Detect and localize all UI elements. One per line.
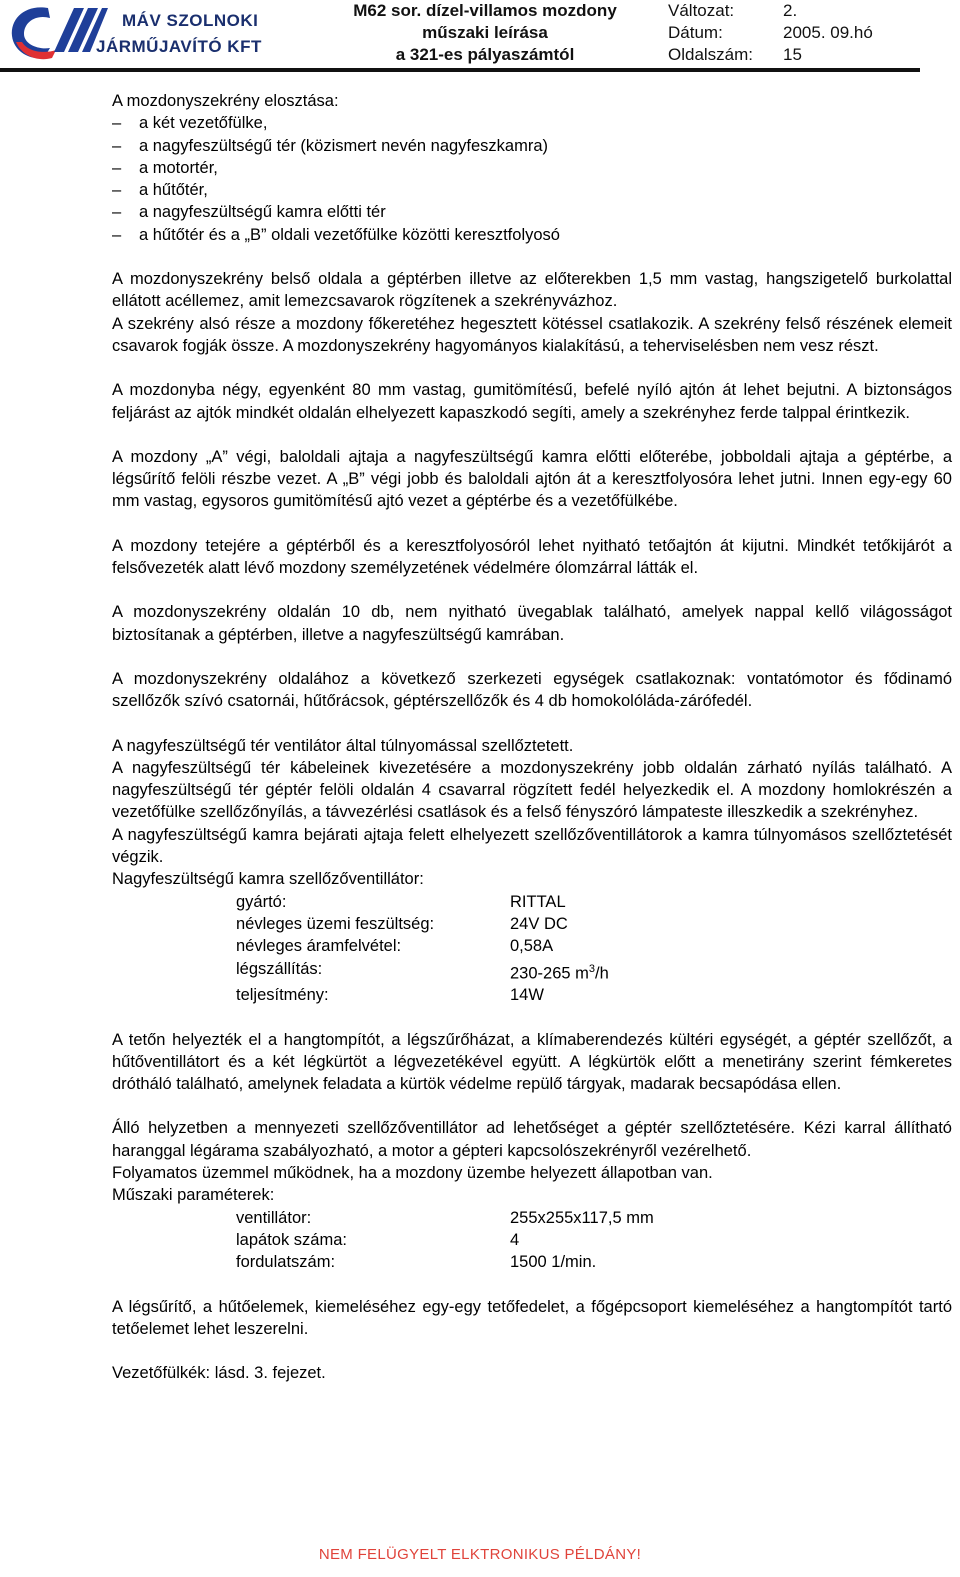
header-rule <box>0 68 920 72</box>
spec-label: légszállítás: <box>236 959 323 978</box>
uncontrolled-copy-notice: NEM FELÜGYELT ELKTRONIKUS PÉLDÁNY! <box>318 1546 642 1563</box>
spec-row <box>112 1207 952 1229</box>
spec-value: 4 <box>510 1230 520 1249</box>
paragraph: A nagyfeszültségű kamra bejárati ajtaja felett elhelyezett szellőzőventillátorok a kamra túlnyomásos szellőztetését végzik. <box>112 825 952 867</box>
spec-label: ventillátor: <box>236 1208 312 1227</box>
document-title <box>330 0 640 66</box>
spec-label: névleges áramfelvétel: <box>236 937 402 956</box>
document-title-line2: műszaki leírása <box>422 23 548 42</box>
tech-spec-title: Műszaki paraméterek: <box>112 1186 275 1205</box>
spec-value: RITTAL <box>510 892 566 911</box>
fan-spec-title: Nagyfeszültségű kamra szellőzőventillátor: <box>112 870 424 889</box>
company-name-line2: JÁRMŰJAVÍTÓ KFT <box>96 37 262 56</box>
spec-value-main: 230-265 m <box>510 964 589 982</box>
meta-date <box>668 22 873 44</box>
list-item: – a hűtőtér és a „B” oldali vezetőfülke közötti keresztfolyosó <box>112 224 952 246</box>
paragraph: A mozdony „A” végi, baloldali ajtaja a nagyfeszültségű kamra előtti előterébe, jobboldali ajtaja a géptérbe, a légsűrítő felöli részbe vezet. A „B” végi jobb és baloldali ajtón át a keresztfolyosóra lehet jutni. Innen egy-egy 60 mm vastag, egysoros gumitömítésű ajtó vezet a géptérbe és a vezetőfülkébe. <box>112 447 952 511</box>
document-body <box>112 90 952 1384</box>
spec-row <box>112 958 952 985</box>
spec-value-suffix: /h <box>595 964 609 982</box>
paragraph: A nagyfeszültségű tér kábeleinek kivezetésére a mozdonyszekrény jobb oldalán zárható nyílás található. A nagyfeszültségű tér géptér felöli oldalán 4 csavarral rögzített fedél helyezkedik el. A mozdony homlokrészén a vezetőfülke szellőzőnyílás, a távvezérlési csatlások és a felső fényszóró lámpateste illeszkedik a szekrényhez. <box>112 758 952 822</box>
spec-label: fordulatszám: <box>236 1253 336 1272</box>
paragraph: Álló helyzetben a mennyezeti szellőzőventillátor ad lehetőséget a géptér szellőztetésére. Kézi karral állítható haranggal légárama szabályozható, a motor a gépteri kapcsolószekrényről vezérelhető. <box>112 1119 952 1160</box>
document-meta <box>668 0 873 66</box>
meta-page <box>668 44 873 66</box>
spec-value: 255x255x117,5 mm <box>510 1208 654 1227</box>
meta-label: Dátum: <box>668 23 723 42</box>
paragraph: A mozdony tetejére a géptérből és a keresztfolyosóról lehet nyitható tetőajtón át kijutni. Mindkét tetőkijárót a felsővezeték alatt lévő mozdony személyzetének védelmére ólomzárral látták el. <box>112 536 952 578</box>
list-item: – a nagyfeszültségű tér (közismert nevén nagyfeszkamra) <box>112 135 952 157</box>
spec-label: gyártó: <box>236 892 287 911</box>
company-logo <box>8 2 110 64</box>
list-item: – a motortér, <box>112 157 952 179</box>
meta-label: Oldalszám: <box>668 45 754 64</box>
spec-value-exponent: 3 <box>588 962 596 975</box>
spec-row <box>112 1251 952 1273</box>
company-name <box>96 8 262 60</box>
document-title-line1: M62 sor. dízel-villamos mozdony <box>353 1 617 20</box>
paragraph: Vezetőfülkék: lásd. 3. fejezet. <box>112 1364 326 1383</box>
meta-value: 15 <box>783 45 802 64</box>
spec-label: névleges üzemi feszültség: <box>236 914 435 933</box>
paragraph: A mozdonyszekrény oldalához a következő szerkezeti egységek csatlakoznak: vontatómotor és fődinamó szellőzők szívó csatornái, hűtőrácsok, géptérszellőzők és 4 db homokolóláda-zárófedél. <box>112 669 952 711</box>
list-item: – a hűtőtér, <box>112 179 952 201</box>
spec-value: 24V DC <box>510 914 568 933</box>
spec-row <box>112 1229 952 1251</box>
document-title-line3: a 321-es pályaszámtól <box>395 45 575 64</box>
spec-value: 14W <box>510 986 544 1005</box>
spec-value: 1500 1/min. <box>510 1253 597 1272</box>
company-name-line1: MÁV SZOLNOKI <box>122 11 259 30</box>
spec-value <box>510 958 609 985</box>
list-title: A mozdonyszekrény elosztása: <box>112 92 339 110</box>
list-item: – a nagyfeszültségű kamra előtti tér <box>112 201 952 223</box>
paragraph: A szekrény alsó része a mozdony főkeretéhez hegesztett kötéssel csatlakozik. A szekrény felső részének elemeit csavarok fogják össze. A mozdonyszekrény hagyományos kialakítású, a teherviselésben nem vesz részt. <box>112 314 952 355</box>
paragraph: A nagyfeszültségű tér ventilátor által túlnyomással szellőztetett. <box>112 736 574 755</box>
meta-label: Változat: <box>668 1 735 20</box>
paragraph: A mozdonyba négy, egyenként 80 mm vastag, gumitömítésű, befelé nyíló ajtón át lehet bejutni. A biztonságos feljárást az ajtók mindkét oldalán elhelyezett kapaszkodó segíti, amely a szekrényhez ferde talppal érintkezik. <box>112 381 952 422</box>
spec-label: lapátok száma: <box>236 1230 347 1249</box>
paragraph: Folyamatos üzemmel működnek, ha a mozdony üzembe helyezett állapotban van. <box>112 1164 713 1183</box>
paragraph: A mozdonyszekrény belső oldala a géptérben illetve az előterekben 1,5 mm vastag, hangszigetelő burkolattal ellátott acéllemez, amit lemezcsavarok rögzítenek a szekrényvázhoz. <box>112 270 952 311</box>
list-item: – a két vezetőfülke, <box>112 112 952 134</box>
meta-version <box>668 0 873 22</box>
paragraph: A mozdonyszekrény oldalán 10 db, nem nyitható üvegablak található, amelyek nappal kellő világosságot biztosítanak a géptérben, illetve a nagyfeszültségű kamrában. <box>112 603 952 644</box>
spec-label: teljesítmény: <box>236 986 329 1005</box>
spec-row <box>112 984 952 1006</box>
meta-value: 2. <box>783 1 798 20</box>
division-list <box>112 112 952 246</box>
spec-row <box>112 891 952 913</box>
paragraph: A tetőn helyezték el a hangtompítót, a légszűrőházat, a klímaberendezés kültéri egységét, a géptér szellőzőt, a hűtőventillátort és a két légkürtöt a légvezetékével együtt. A légkürtök előtt a menetirány szerint fémkeretes drótháló található, amelynek feladata a kürtök védelme repülő tárgyak, madarak becsapódása ellen. <box>112 1030 952 1094</box>
spec-row <box>112 913 952 935</box>
spec-value: 0,58A <box>510 937 554 956</box>
meta-value: 2005. 09.hó <box>783 23 873 42</box>
paragraph: A légsűrítő, a hűtőelemek, kiemeléséhez egy-egy tetőfedelet, a főgépcsoport kiemeléséhez a hangtompítót tartó tetőelemet lehet leszerelni. <box>112 1297 952 1338</box>
page-header <box>0 0 920 72</box>
spec-row <box>112 935 952 957</box>
